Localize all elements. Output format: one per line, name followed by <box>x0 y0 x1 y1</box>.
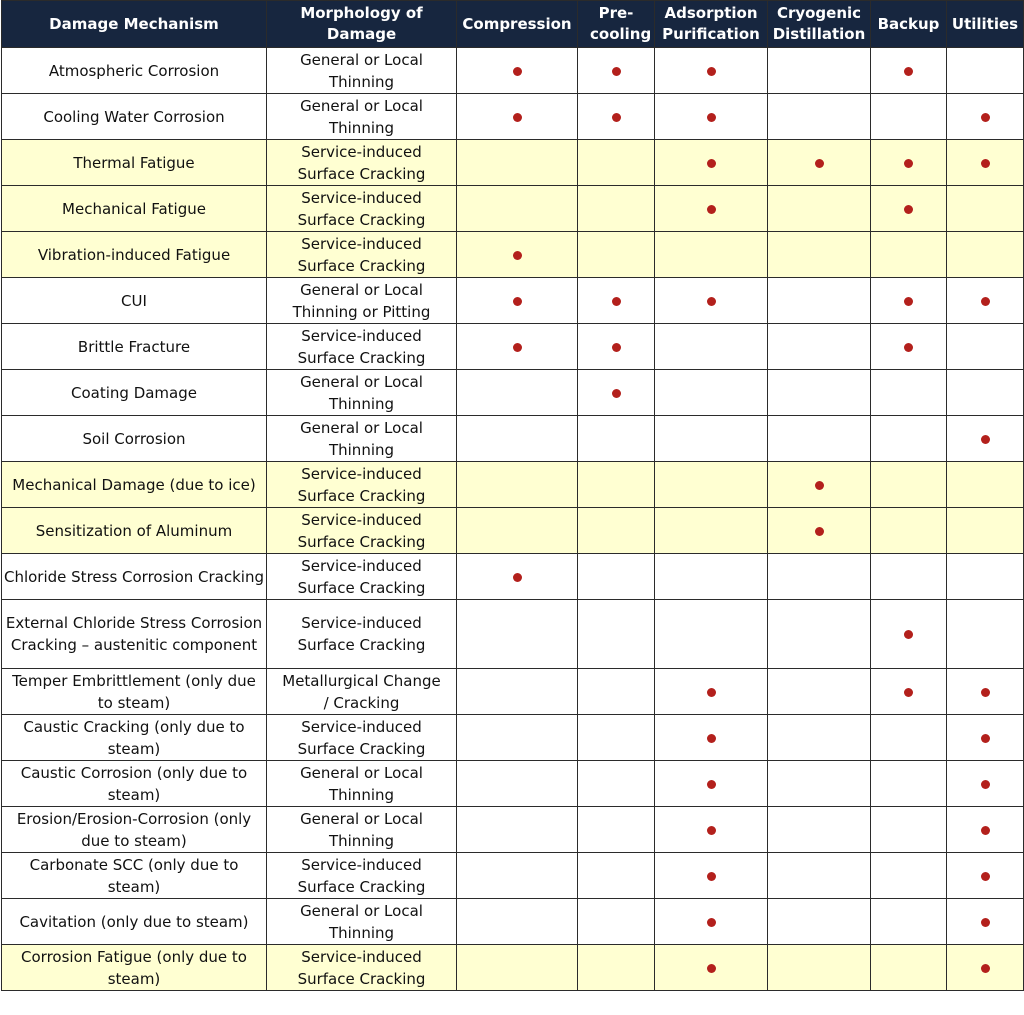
header-row <box>2 1 1024 48</box>
table-row <box>2 186 1024 232</box>
header-cryogenic-distillation: Cryogenic Distillation <box>768 1 871 48</box>
adsorption-purification-cell <box>655 324 768 370</box>
backup-cell <box>871 669 947 715</box>
applicable-dot-icon <box>707 688 716 697</box>
applicable-dot-icon <box>981 159 990 168</box>
mechanism-cell: Brittle Fracture <box>2 324 267 370</box>
morphology-cell: General or Local Thinning or Pitting <box>267 278 457 324</box>
compression-cell <box>457 853 578 899</box>
pre-cooling-cell <box>578 899 655 945</box>
applicable-dot-icon <box>513 573 522 582</box>
header-pre-cooling: Pre-cooling <box>578 1 655 48</box>
backup-cell <box>871 370 947 416</box>
table-row <box>2 669 1024 715</box>
cryogenic-distillation-cell <box>768 416 871 462</box>
adsorption-purification-cell <box>655 370 768 416</box>
pre-cooling-cell <box>578 853 655 899</box>
cryogenic-distillation-cell <box>768 600 871 669</box>
utilities-cell <box>947 48 1024 94</box>
mechanism-cell: Carbonate SCC (only due to steam) <box>2 853 267 899</box>
utilities-cell <box>947 761 1024 807</box>
applicable-dot-icon <box>707 734 716 743</box>
table-row <box>2 807 1024 853</box>
pre-cooling-cell <box>578 945 655 991</box>
utilities-cell <box>947 807 1024 853</box>
backup-cell <box>871 761 947 807</box>
mechanism-cell: Erosion/Erosion-Corrosion (only due to steam) <box>2 807 267 853</box>
compression-cell <box>457 94 578 140</box>
backup-cell <box>871 416 947 462</box>
adsorption-purification-cell <box>655 761 768 807</box>
mechanism-cell: External Chloride Stress Corrosion Cracking – austenitic component <box>2 600 267 669</box>
applicable-dot-icon <box>612 389 621 398</box>
table-row <box>2 600 1024 669</box>
applicable-dot-icon <box>612 297 621 306</box>
applicable-dot-icon <box>707 872 716 881</box>
table-row <box>2 370 1024 416</box>
pre-cooling-cell <box>578 416 655 462</box>
mechanism-cell: Vibration-induced Fatigue <box>2 232 267 278</box>
cryogenic-distillation-cell <box>768 715 871 761</box>
table-row <box>2 508 1024 554</box>
morphology-cell: General or Local Thinning <box>267 94 457 140</box>
utilities-cell <box>947 324 1024 370</box>
mechanism-cell: Chloride Stress Corrosion Cracking <box>2 554 267 600</box>
cryogenic-distillation-cell <box>768 669 871 715</box>
applicable-dot-icon <box>981 872 990 881</box>
backup-cell <box>871 278 947 324</box>
pre-cooling-cell <box>578 324 655 370</box>
adsorption-purification-cell <box>655 554 768 600</box>
adsorption-purification-cell <box>655 807 768 853</box>
applicable-dot-icon <box>904 630 913 639</box>
table-row <box>2 462 1024 508</box>
table-row <box>2 853 1024 899</box>
applicable-dot-icon <box>513 67 522 76</box>
utilities-cell <box>947 462 1024 508</box>
compression-cell <box>457 324 578 370</box>
applicable-dot-icon <box>981 964 990 973</box>
pre-cooling-cell <box>578 48 655 94</box>
compression-cell <box>457 600 578 669</box>
adsorption-purification-cell <box>655 94 768 140</box>
backup-cell <box>871 600 947 669</box>
utilities-cell <box>947 945 1024 991</box>
adsorption-purification-cell <box>655 140 768 186</box>
morphology-cell: General or Local Thinning <box>267 807 457 853</box>
adsorption-purification-cell <box>655 853 768 899</box>
applicable-dot-icon <box>981 826 990 835</box>
morphology-cell: Service-induced Surface Cracking <box>267 462 457 508</box>
morphology-cell: Service-induced Surface Cracking <box>267 232 457 278</box>
applicable-dot-icon <box>904 159 913 168</box>
adsorption-purification-cell <box>655 945 768 991</box>
table-row <box>2 140 1024 186</box>
applicable-dot-icon <box>815 481 824 490</box>
compression-cell <box>457 186 578 232</box>
applicable-dot-icon <box>707 964 716 973</box>
applicable-dot-icon <box>904 205 913 214</box>
utilities-cell <box>947 278 1024 324</box>
compression-cell <box>457 554 578 600</box>
applicable-dot-icon <box>981 780 990 789</box>
backup-cell <box>871 186 947 232</box>
applicable-dot-icon <box>707 918 716 927</box>
backup-cell <box>871 853 947 899</box>
backup-cell <box>871 48 947 94</box>
applicable-dot-icon <box>513 297 522 306</box>
backup-cell <box>871 324 947 370</box>
morphology-cell: Service-induced Surface Cracking <box>267 324 457 370</box>
backup-cell <box>871 508 947 554</box>
cryogenic-distillation-cell <box>768 853 871 899</box>
applicable-dot-icon <box>513 113 522 122</box>
applicable-dot-icon <box>513 343 522 352</box>
compression-cell <box>457 669 578 715</box>
backup-cell <box>871 94 947 140</box>
mechanism-cell: Temper Embrittlement (only due to steam) <box>2 669 267 715</box>
compression-cell <box>457 140 578 186</box>
cryogenic-distillation-cell <box>768 899 871 945</box>
header-morphology: Morphology of Damage <box>267 1 457 48</box>
utilities-cell <box>947 853 1024 899</box>
table-row <box>2 899 1024 945</box>
utilities-cell <box>947 669 1024 715</box>
applicable-dot-icon <box>904 688 913 697</box>
morphology-cell: General or Local Thinning <box>267 370 457 416</box>
applicable-dot-icon <box>707 780 716 789</box>
compression-cell <box>457 278 578 324</box>
pre-cooling-cell <box>578 508 655 554</box>
adsorption-purification-cell <box>655 899 768 945</box>
pre-cooling-cell <box>578 232 655 278</box>
utilities-cell <box>947 554 1024 600</box>
pre-cooling-cell <box>578 140 655 186</box>
backup-cell <box>871 232 947 278</box>
cryogenic-distillation-cell <box>768 324 871 370</box>
utilities-cell <box>947 232 1024 278</box>
header-damage-mechanism: Damage Mechanism <box>2 1 267 48</box>
adsorption-purification-cell <box>655 715 768 761</box>
pre-cooling-cell <box>578 278 655 324</box>
applicable-dot-icon <box>904 67 913 76</box>
mechanism-cell: Soil Corrosion <box>2 416 267 462</box>
table-row <box>2 324 1024 370</box>
utilities-cell <box>947 416 1024 462</box>
cryogenic-distillation-cell <box>768 186 871 232</box>
backup-cell <box>871 807 947 853</box>
adsorption-purification-cell <box>655 232 768 278</box>
header-adsorption-purification: Adsorption Purification <box>655 1 768 48</box>
compression-cell <box>457 370 578 416</box>
pre-cooling-cell <box>578 807 655 853</box>
morphology-cell: General or Local Thinning <box>267 761 457 807</box>
cryogenic-distillation-cell <box>768 508 871 554</box>
morphology-cell: Service-induced Surface Cracking <box>267 715 457 761</box>
adsorption-purification-cell <box>655 278 768 324</box>
pre-cooling-cell <box>578 94 655 140</box>
backup-cell <box>871 554 947 600</box>
table-row <box>2 554 1024 600</box>
morphology-cell: Service-induced Surface Cracking <box>267 140 457 186</box>
applicable-dot-icon <box>707 113 716 122</box>
morphology-cell: General or Local Thinning <box>267 899 457 945</box>
table-row <box>2 945 1024 991</box>
cryogenic-distillation-cell <box>768 462 871 508</box>
morphology-cell: General or Local Thinning <box>267 416 457 462</box>
applicable-dot-icon <box>707 205 716 214</box>
mechanism-cell: Coating Damage <box>2 370 267 416</box>
mechanism-cell: Corrosion Fatigue (only due to steam) <box>2 945 267 991</box>
morphology-cell: Service-induced Surface Cracking <box>267 554 457 600</box>
adsorption-purification-cell <box>655 600 768 669</box>
applicable-dot-icon <box>981 297 990 306</box>
compression-cell <box>457 807 578 853</box>
utilities-cell <box>947 899 1024 945</box>
applicable-dot-icon <box>707 297 716 306</box>
mechanism-cell: Cavitation (only due to steam) <box>2 899 267 945</box>
pre-cooling-cell <box>578 462 655 508</box>
adsorption-purification-cell <box>655 669 768 715</box>
utilities-cell <box>947 186 1024 232</box>
compression-cell <box>457 232 578 278</box>
utilities-cell <box>947 508 1024 554</box>
cryogenic-distillation-cell <box>768 945 871 991</box>
header-compression: Compression <box>457 1 578 48</box>
pre-cooling-cell <box>578 669 655 715</box>
adsorption-purification-cell <box>655 48 768 94</box>
backup-cell <box>871 140 947 186</box>
compression-cell <box>457 416 578 462</box>
utilities-cell <box>947 140 1024 186</box>
header-backup: Backup <box>871 1 947 48</box>
morphology-cell: Service-induced Surface Cracking <box>267 186 457 232</box>
mechanism-cell: Caustic Cracking (only due to steam) <box>2 715 267 761</box>
applicable-dot-icon <box>981 688 990 697</box>
cryogenic-distillation-cell <box>768 807 871 853</box>
table-row <box>2 278 1024 324</box>
mechanism-cell: Atmospheric Corrosion <box>2 48 267 94</box>
cryogenic-distillation-cell <box>768 48 871 94</box>
applicable-dot-icon <box>981 918 990 927</box>
cryogenic-distillation-cell <box>768 554 871 600</box>
morphology-cell: Metallurgical Change / Cracking <box>267 669 457 715</box>
table-row <box>2 761 1024 807</box>
adsorption-purification-cell <box>655 416 768 462</box>
pre-cooling-cell <box>578 715 655 761</box>
applicable-dot-icon <box>981 435 990 444</box>
backup-cell <box>871 462 947 508</box>
header-utilities: Utilities <box>947 1 1024 48</box>
mechanism-cell: Cooling Water Corrosion <box>2 94 267 140</box>
compression-cell <box>457 715 578 761</box>
table-row <box>2 416 1024 462</box>
applicable-dot-icon <box>612 343 621 352</box>
mechanism-cell: Mechanical Fatigue <box>2 186 267 232</box>
compression-cell <box>457 462 578 508</box>
cryogenic-distillation-cell <box>768 94 871 140</box>
mechanism-cell: Sensitization of Aluminum <box>2 508 267 554</box>
backup-cell <box>871 899 947 945</box>
morphology-cell: Service-induced Surface Cracking <box>267 508 457 554</box>
table-row <box>2 48 1024 94</box>
adsorption-purification-cell <box>655 462 768 508</box>
applicable-dot-icon <box>707 826 716 835</box>
utilities-cell <box>947 370 1024 416</box>
applicable-dot-icon <box>513 251 522 260</box>
utilities-cell <box>947 715 1024 761</box>
applicable-dot-icon <box>612 113 621 122</box>
table-body <box>2 48 1024 991</box>
table-row <box>2 232 1024 278</box>
table-row <box>2 715 1024 761</box>
compression-cell <box>457 945 578 991</box>
compression-cell <box>457 48 578 94</box>
cryogenic-distillation-cell <box>768 761 871 807</box>
mechanism-cell: Mechanical Damage (due to ice) <box>2 462 267 508</box>
pre-cooling-cell <box>578 600 655 669</box>
applicable-dot-icon <box>612 67 621 76</box>
compression-cell <box>457 899 578 945</box>
mechanism-cell: CUI <box>2 278 267 324</box>
compression-cell <box>457 761 578 807</box>
utilities-cell <box>947 600 1024 669</box>
applicable-dot-icon <box>707 159 716 168</box>
utilities-cell <box>947 94 1024 140</box>
applicable-dot-icon <box>815 159 824 168</box>
pre-cooling-cell <box>578 370 655 416</box>
mechanism-cell: Caustic Corrosion (only due to steam) <box>2 761 267 807</box>
morphology-cell: Service-induced Surface Cracking <box>267 853 457 899</box>
applicable-dot-icon <box>904 343 913 352</box>
backup-cell <box>871 715 947 761</box>
table-row <box>2 94 1024 140</box>
adsorption-purification-cell <box>655 508 768 554</box>
cryogenic-distillation-cell <box>768 232 871 278</box>
applicable-dot-icon <box>904 297 913 306</box>
cryogenic-distillation-cell <box>768 140 871 186</box>
applicable-dot-icon <box>981 113 990 122</box>
pre-cooling-cell <box>578 761 655 807</box>
morphology-cell: Service-induced Surface Cracking <box>267 945 457 991</box>
applicable-dot-icon <box>707 67 716 76</box>
morphology-cell: General or Local Thinning <box>267 48 457 94</box>
backup-cell <box>871 945 947 991</box>
cryogenic-distillation-cell <box>768 370 871 416</box>
pre-cooling-cell <box>578 186 655 232</box>
morphology-cell: Service-induced Surface Cracking <box>267 600 457 669</box>
pre-cooling-cell <box>578 554 655 600</box>
cryogenic-distillation-cell <box>768 278 871 324</box>
applicable-dot-icon <box>981 734 990 743</box>
applicable-dot-icon <box>815 527 824 536</box>
adsorption-purification-cell <box>655 186 768 232</box>
damage-mechanism-table <box>1 0 1024 991</box>
compression-cell <box>457 508 578 554</box>
mechanism-cell: Thermal Fatigue <box>2 140 267 186</box>
